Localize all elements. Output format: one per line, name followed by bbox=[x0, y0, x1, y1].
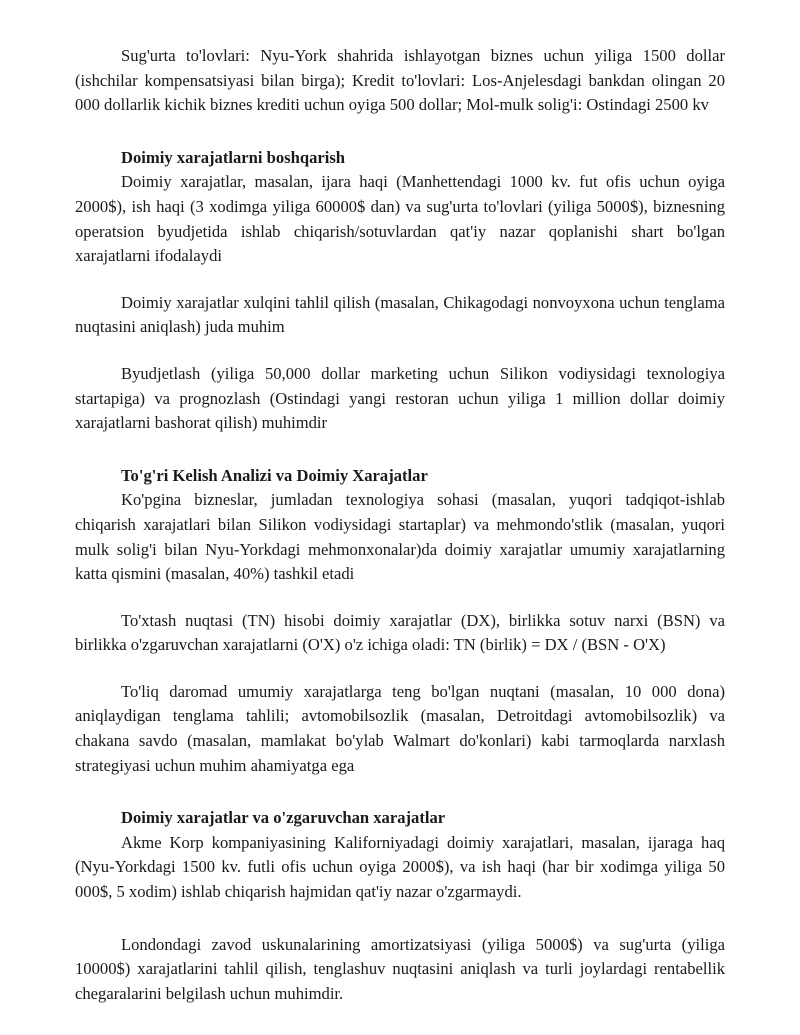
paragraph-break-even-formula: To'xtash nuqtasi (TN) hisobi doimiy xarajatlar (DX), birlikka sotuv narxi (BSN) va birlikka o'zgaruvchan xarajatlarni (O'X) o'z ichiga oladi: TN (birlik) = DX / (BSN - O'X) bbox=[75, 610, 725, 655]
paragraph-london-depreciation: Londondagi zavod uskunalarining amortizatsiyasi (yiliga 5000$) va sug'urta (yiliga 10000$) xarajatlarini tahlil qilish, tenglashuv nuqtasini aniqlash va turli joylardagi rentabellik chegaralarini belgilash uchun muhimdir. bbox=[75, 934, 725, 1003]
paragraph-acme-corp: Akme Korp kompaniyasining Kaliforniyadagi doimiy xarajatlari, masalan, ijaraga haq (Nyu-Yorkdagi 1500 kv. futli ofis uchun oyiga 2000$), va ish haqi (har bir xodimga yiliga 50 000$, 5 xodim) ishlab chiqarish hajmidan qat'iy nazar o'zgarmaydi. bbox=[75, 832, 725, 902]
paragraph-industries-fixed-costs: Ko'pgina bizneslar, jumladan texnologiya sohasi (masalan, yuqori tadqiqot-ishlab chiqarish xarajatlari bilan Silikon vodiysidagi startaplar) va mehmondo'stlik (masalan, yuqori mulk solig'i bilan Nyu-Yorkdagi mehmonxonalar)da doimiy xarajatlar umumiy xarajatlarning katta qismini (masalan, 40%) tashkil etadi bbox=[75, 490, 725, 584]
paragraph-cost-behavior: Doimiy xarajatlar xulqini tahlil qilish (masalan, Chikagodagi nonvoyxona uchun tenglama nuqtasini aniqlash) juda muhim bbox=[75, 292, 725, 337]
paragraph-fixed-costs-definition: Doimiy xarajatlar, masalan, ijara haqi (Manhettendagi 1000 kv. fut ofis uchun oyiga 2000$), ish haqi (3 xodimga yiliga 60000$ dan) va sug'urta to'lovlari (yiliga 5000$), biznesning operatsion byudjetida ishlab chiqarish/sotuvlardan qat'iy nazar qoplanishi shart bo'lgan xarajatlarni ifodalaydi bbox=[75, 172, 725, 266]
heading-fixed-vs-variable: Doimiy xarajatlar va o'zgaruvchan xarajatlar bbox=[121, 808, 446, 828]
paragraph-insurance-payments: Sug'urta to'lovlari: Nyu-York shahrida ishlayotgan biznes uchun yiliga 1500 dollar (ishchilar kompensatsiyasi bilan birga); Kredit to'lovlari: Los-Anjelesdagi bankdan olingan 20 000 dollarlik kichik biznes krediti uchun oyiga 500 dollar; Mol-mulk solig'i: Ostindagi 2500 kv bbox=[75, 46, 725, 115]
heading-fixed-cost-management: Doimiy xarajatlarni boshqarish bbox=[121, 147, 346, 167]
paragraph-equation-analysis: To'liq daromad umumiy xarajatlarga teng bo'lgan nuqtani (masalan, 10 000 dona) aniqlaydigan tenglama tahlili; avtomobilsozlik (masalan, Detroitdagi avtomobilsozlik) va chakana savdo (masalan, mamlakat bo'ylab Walmart do'konlari) kabi tarmoqlarda narxlash strategiyasi uchun muhim ahamiyatga ega bbox=[75, 681, 725, 775]
heading-break-even-analysis: To'g'ri Kelish Analizi va Doimiy Xarajatlar bbox=[121, 465, 428, 485]
document-page bbox=[75, 44, 725, 1006]
paragraph-budgeting: Byudjetlash (yiliga 50,000 dollar marketing uchun Silikon vodiysidagi texnologiya startapiga) va prognozlash (Ostindagi yangi restoran uchun yiliga 1 million dollar doimiy xarajatlarni bashorat qilish) muhimdir bbox=[75, 363, 725, 433]
